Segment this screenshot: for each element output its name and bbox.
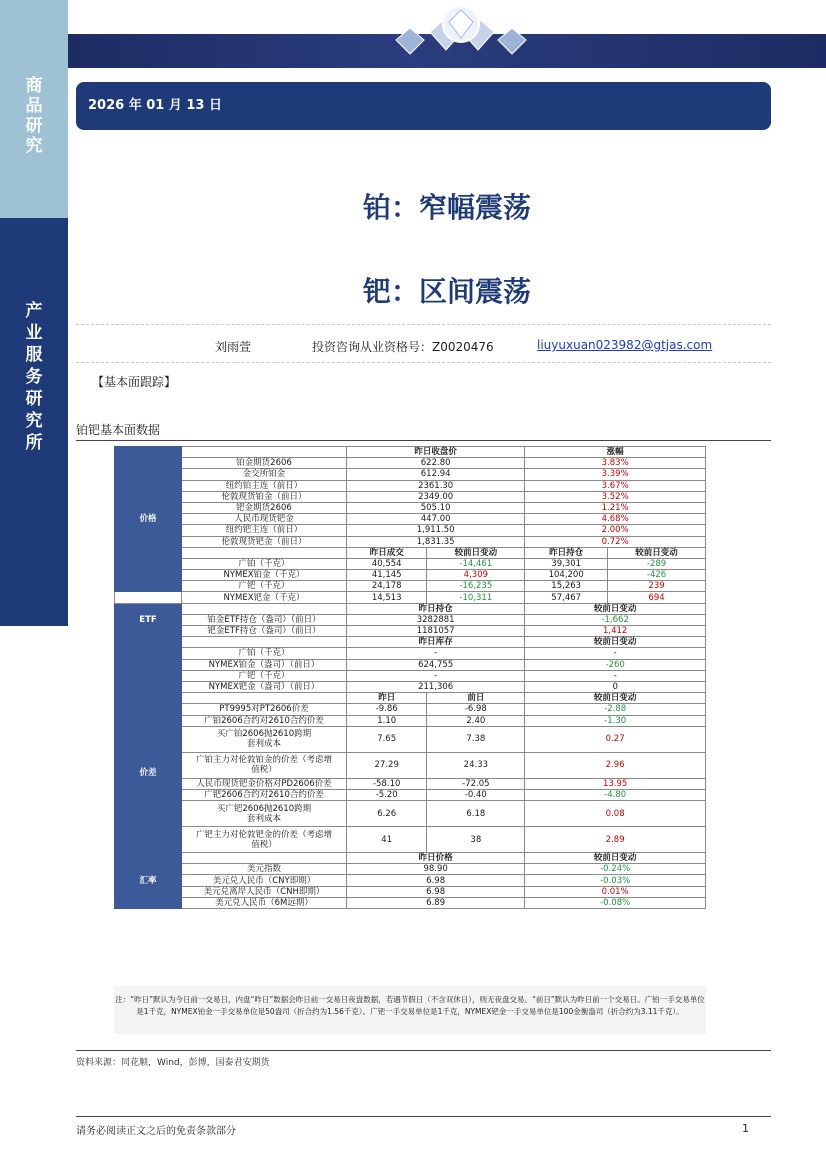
page-number: 1	[742, 1122, 749, 1135]
title-platinum: 铂：窄幅震荡	[362, 191, 531, 224]
table-row: 价格 昨日收盘价 涨幅	[115, 447, 706, 458]
table-row: 买广铂2606抛2610跨期 套利成本 7.65 7.38 0.27	[115, 726, 706, 752]
fundamentals-table	[114, 446, 706, 909]
author-name: 刘雨萱	[215, 340, 252, 354]
table-row: 伦敦现货铂金（前日） 2349.00 3.52%	[115, 491, 706, 502]
table-row: 金交所铂金 612.94 3.39%	[115, 469, 706, 480]
table-row: 人民币现货钯金价格对PD2606价差 -58.10 -72.05 13.95	[115, 778, 706, 789]
table-row: 钯金期货2606 505.10 1.21%	[115, 502, 706, 513]
table-row: 广铂（千克） - -	[115, 648, 706, 659]
table-row: 美元兑离岸人民币（CNH即期） 6.98 0.01%	[115, 886, 706, 897]
table-row: PT9995对PT2606价差 -9.86 -6.98 -2.88	[115, 704, 706, 715]
report-date: 2026 年 01 月 13 日	[88, 98, 222, 113]
table-row: 广钯（千克） 24,178 -16,235 15,263 239	[115, 581, 706, 592]
table-row: 纽约铂主连（前日） 2361.30 3.67%	[115, 480, 706, 491]
divider	[76, 362, 771, 363]
table-row: 铂金ETF持仓（盎司）（前日） 3282881 -1,662	[115, 614, 706, 625]
data-source: 资料来源：同花顺，Wind，彭博，国泰君安期货	[76, 1058, 270, 1068]
table-row: 美元指数 98.90 -0.24%	[115, 864, 706, 875]
table-row: NYMEX钯金（千克） 14,513 -10,311 57,467 694	[115, 592, 706, 603]
table-row: 价差 昨日 前日 较前日变动	[115, 693, 706, 704]
source-rule	[76, 1050, 771, 1051]
divider	[76, 324, 771, 325]
sidebar	[0, 0, 68, 1169]
table-row: 广铂2606合约对2610合约价差 1.10 2.40 -1.30	[115, 715, 706, 726]
table-row: NYMEX铂金（千克） 41,145 4,309 104,200 -426	[115, 570, 706, 581]
footer-disclaimer: 请务必阅读正文之后的免责条款部分	[76, 1126, 236, 1137]
table-row: 伦敦现货钯金（前日） 1,831.35 0.72%	[115, 536, 706, 547]
author-license: 投资咨询从业资格号：Z0020476	[312, 340, 494, 354]
table-row: 广钯主力对伦敦钯金的价差（考虑增 值税） 41 38 2.89	[115, 827, 706, 853]
report-date-bar	[76, 82, 771, 130]
table-row: 铂金期货2606 622.80 3.83%	[115, 458, 706, 469]
category-fx: 汇率	[115, 853, 182, 909]
sidebar-top-text: 商 品 研 究	[25, 76, 43, 156]
sidebar-bottom-text: 产 业 服 务 研 究 所	[25, 301, 43, 453]
table-row: 汇率 昨日价格 较前日变动	[115, 853, 706, 864]
header-band	[68, 0, 826, 68]
table-row: 纽约钯主连（前日） 1,911.50 2.00%	[115, 525, 706, 536]
table-row: 美元兑人民币（6M远期） 6.89 -0.08%	[115, 897, 706, 908]
table-row: 人民币现货钯金 447.00 4.68%	[115, 514, 706, 525]
category-price: 价格	[115, 447, 182, 592]
subhead-rule	[76, 440, 771, 441]
footer-rule	[76, 1116, 771, 1117]
table-row: NYMEX钯金（盎司）（前日） 211,306 0	[115, 681, 706, 692]
section-tag: 【基本面跟踪】	[92, 375, 177, 389]
author-email-wrapper	[537, 338, 712, 352]
table-row: 昨日库存 较前日变动	[115, 637, 706, 648]
title-palladium: 钯：区间震荡	[362, 275, 531, 308]
table-note: 注：“昨日”默认为今日前一交易日，内盘“昨日”数据会昨日前一交易日夜盘数据，若遇节假日（不含双休日），则无夜盘交易。“前日”默认为昨日前一个交易日。广铂一手交易单位是1千克，NYMEX铂金一手交易单位是50盎司（折合约为1.56千克）。广钯一手交易单位是1千克，NYMEX钯金一手交易单位是100金衡盎司（折合约为3.11千克）。	[115, 995, 705, 1016]
table-row: 广钯（千克） - -	[115, 670, 706, 681]
table-row: 广铂主力对伦敦铂金的价差（考虑增 值税） 27.29 24.33 2.96	[115, 752, 706, 778]
table-subhead: 铂钯基本面数据	[76, 423, 161, 437]
diamond-logo-icon	[386, 2, 536, 64]
table-row: 广铂（千克） 40,554 -14,461 39,301 -289	[115, 558, 706, 569]
table-row: NYMEX铂金（盎司）（前日） 624,755 -260	[115, 659, 706, 670]
author-email-link[interactable]: liuyuxuan023982@gtjas.com	[537, 338, 713, 352]
table-row: 广钯2606合约对2610合约价差 -5.20 -0.40 -4.80	[115, 789, 706, 800]
table-row: 美元兑人民币（CNY即期） 6.98 -0.03%	[115, 875, 706, 886]
category-etf: ETF	[115, 603, 182, 637]
table-row: 买广钯2606抛2610跨期 套利成本 6.26 6.18 0.08	[115, 801, 706, 827]
table-row: 昨日成交 较前日变动 昨日持仓 较前日变动	[115, 547, 706, 558]
category-spread: 价差	[115, 693, 182, 853]
table-row: ETF 昨日持仓 较前日变动	[115, 603, 706, 614]
table-row: 钯金ETF持仓（盎司）（前日） 1181057 1,412	[115, 626, 706, 637]
